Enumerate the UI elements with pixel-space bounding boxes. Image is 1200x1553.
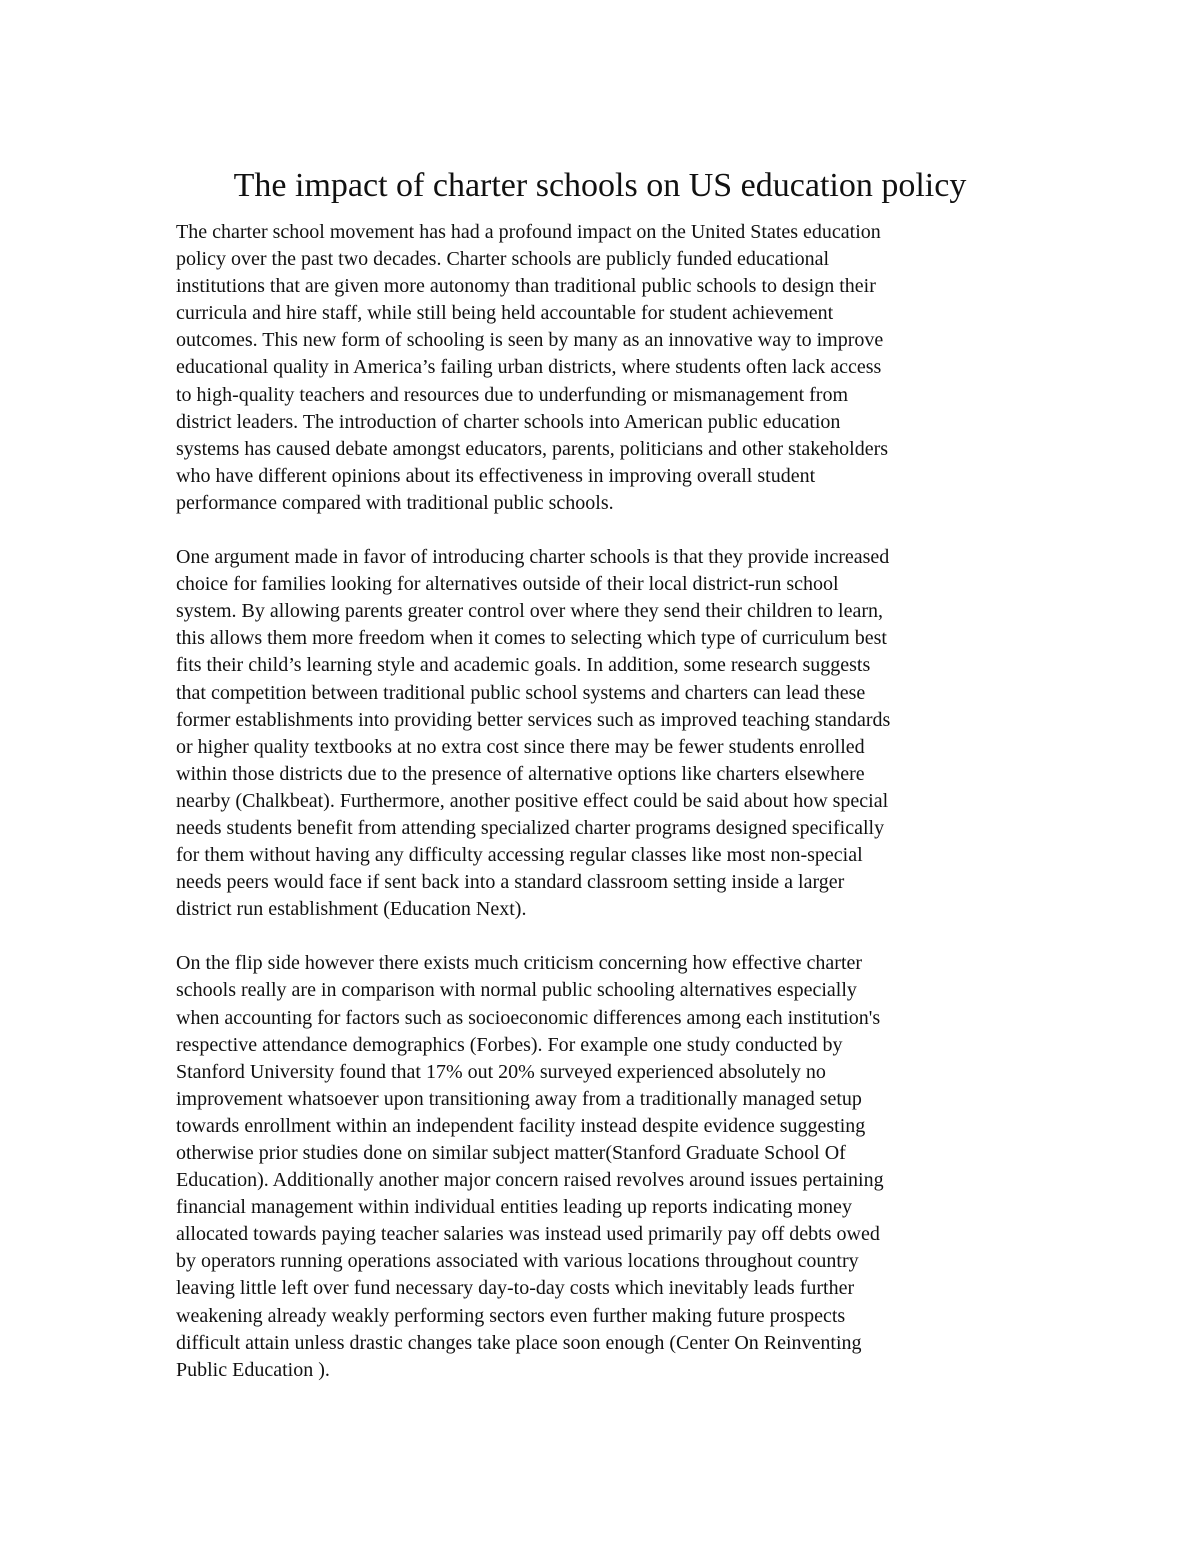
text-line: within those districts due to the presence of alternative options like charters elsewhere — [176, 762, 865, 785]
text-line: policy over the past two decades. Charter schools are publicly funded educational — [176, 248, 830, 271]
text-line: this allows them more freedom when it comes to selecting which type of curriculum best — [176, 627, 887, 650]
text-line: district run establishment (Education Next). — [176, 898, 527, 921]
text-line: weakening already weakly performing sectors even further making future prospects — [176, 1304, 846, 1327]
text-line: On the flip side however there exists much criticism concerning how effective charter — [176, 952, 863, 975]
paragraph-2 — [176, 544, 1026, 923]
text-line: fits their child’s learning style and academic goals. In addition, some research suggests — [176, 654, 871, 677]
text-line: improvement whatsoever upon transitioning away from a traditionally managed setup — [176, 1087, 862, 1110]
text-line: system. By allowing parents greater control over where they send their children to learn, — [176, 600, 883, 623]
text-line: that competition between traditional public school systems and charters can lead these — [176, 681, 866, 704]
text-line: when accounting for factors such as socioeconomic differences among each institution's — [176, 1006, 881, 1029]
text-line: schools really are in comparison with normal public schooling alternatives especially — [176, 979, 857, 1002]
text-line: institutions that are given more autonomy than traditional public schools to design their — [176, 275, 876, 298]
text-line: respective attendance demographics (Forbes). For example one study conducted by — [176, 1033, 843, 1056]
text-line: choice for families looking for alternatives outside of their local district-run school — [176, 573, 839, 596]
document-body — [176, 219, 1026, 1411]
text-line: former establishments into providing better services such as improved teaching standards — [176, 708, 891, 731]
text-line: district leaders. The introduction of charter schools into American public education — [176, 410, 841, 433]
text-line: or higher quality textbooks at no extra cost since there may be fewer students enrolled — [176, 735, 865, 758]
text-line: One argument made in favor of introducing charter schools is that they provide increased — [176, 546, 890, 569]
text-line: curricula and hire staff, while still being held accountable for student achievement — [176, 302, 834, 325]
text-line: needs students benefit from attending specialized charter programs designed specifically — [176, 816, 885, 839]
text-line: performance compared with traditional public schools. — [176, 491, 614, 514]
text-line: nearby (Chalkbeat). Furthermore, another positive effect could be said about how special — [176, 789, 889, 812]
text-line: towards enrollment within an independent facility instead despite evidence suggesting — [176, 1114, 866, 1137]
text-line: systems has caused debate amongst educators, parents, politicians and other stakeholders — [176, 437, 889, 460]
text-line: otherwise prior studies done on similar subject matter(Stanford Graduate School Of — [176, 1142, 846, 1164]
paragraph-1 — [176, 219, 1026, 517]
text-line: The charter school movement has had a profound impact on the United States education — [176, 221, 881, 243]
text-line: who have different opinions about its effectiveness in improving overall student — [176, 464, 816, 487]
text-line: for them without having any difficulty accessing regular classes like most non-special — [176, 844, 863, 867]
document-title: The impact of charter schools on US education policy — [233, 167, 967, 204]
text-line: by operators running operations associated with various locations throughout country — [176, 1250, 859, 1273]
text-line: educational quality in America’s failing urban districts, where students often lack access — [176, 356, 882, 379]
text-line: Stanford University found that 17% out 20% surveyed experienced absolutely no — [176, 1060, 826, 1083]
text-line: allocated towards paying teacher salaries was instead used primarily pay off debts owed — [176, 1223, 880, 1246]
text-line: Public Education ). — [176, 1358, 330, 1381]
text-line: Education). Additionally another major concern raised revolves around issues pertaining — [176, 1169, 884, 1192]
text-line: leaving little left over fund necessary day-to-day costs which inevitably leads further — [176, 1277, 855, 1300]
text-line: difficult attain unless drastic changes take place soon enough (Center On Reinventing — [176, 1331, 862, 1354]
text-line: needs peers would face if sent back into a standard classroom setting inside a larger — [176, 871, 845, 894]
paragraph-3 — [176, 950, 1026, 1384]
text-line: to high-quality teachers and resources due to underfunding or mismanagement from — [176, 383, 849, 406]
text-line: financial management within individual entities leading up reports indicating money — [176, 1196, 852, 1219]
text-line: outcomes. This new form of schooling is seen by many as an innovative way to improve — [176, 329, 884, 352]
